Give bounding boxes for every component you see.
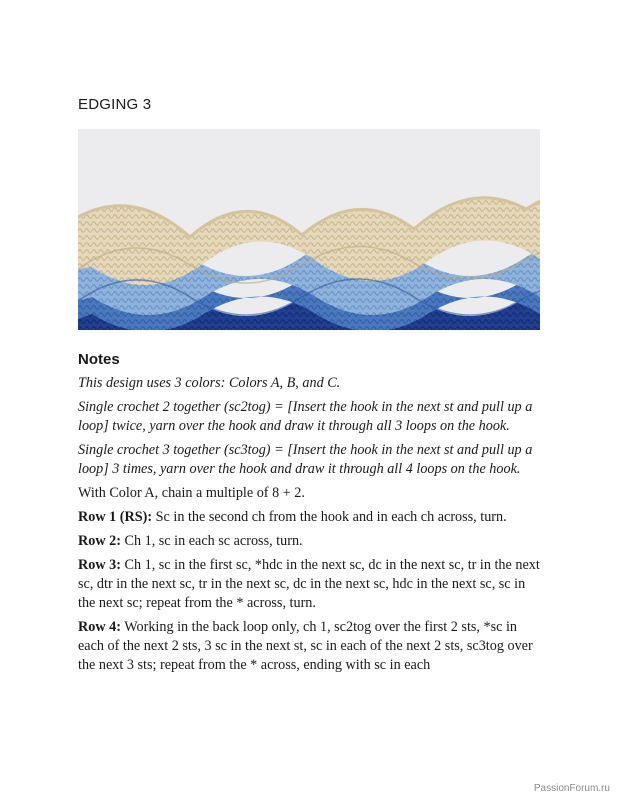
row-2 — [78, 532, 540, 551]
note-sc3tog: Single crochet 3 together (sc3tog) = [Insert the hook in the next st and pull up a loop] 3 times, yarn over the hook and draw it through all 4 loops on the hook. — [78, 442, 533, 477]
watermark: PassionForum.ru — [533, 783, 610, 794]
row-4 — [78, 618, 540, 675]
note-colors: This design uses 3 colors: Colors A, B, and C. — [78, 375, 341, 391]
row-3-text: Ch 1, sc in the first sc, *hdc in the next sc, dc in the next sc, tr in the next sc, dtr in the next sc, tr in the next sc, dc in the next sc, hdc in the next sc, sc in the next sc; repeat from the * across, turn. — [78, 557, 540, 611]
row-4-label: Row 4: — [78, 619, 121, 635]
row-1 — [78, 508, 540, 527]
row-4-text: Working in the back loop only, ch 1, sc2tog over the first 2 sts, *sc in each of the next 2 sts, 3 sc in the next st, sc in each of the next 2 sts, sc3tog over the next 3 sts; repeat from the * across, ending with sc in each — [78, 619, 533, 673]
row-1-label: Row 1 (RS): — [78, 509, 153, 525]
row-3-label: Row 3: — [78, 557, 121, 573]
notes-heading: Notes — [78, 351, 120, 368]
crochet-edging-photo — [78, 129, 540, 330]
pattern-instructions — [78, 351, 540, 680]
intro-instruction: With Color A, chain a multiple of 8 + 2. — [78, 485, 305, 501]
row-1-text: Sc in the second ch from the hook and in each ch across, turn. — [152, 509, 507, 525]
row-2-label: Row 2: — [78, 533, 121, 549]
section-heading: EDGING 3 — [78, 96, 152, 113]
note-sc2tog: Single crochet 2 together (sc2tog) = [Insert the hook in the next st and pull up a loop] twice, yarn over the hook and draw it through all 3 loops on the hook. — [78, 399, 533, 434]
row-2-text: Ch 1, sc in each sc across, turn. — [120, 533, 303, 549]
row-3 — [78, 556, 540, 613]
